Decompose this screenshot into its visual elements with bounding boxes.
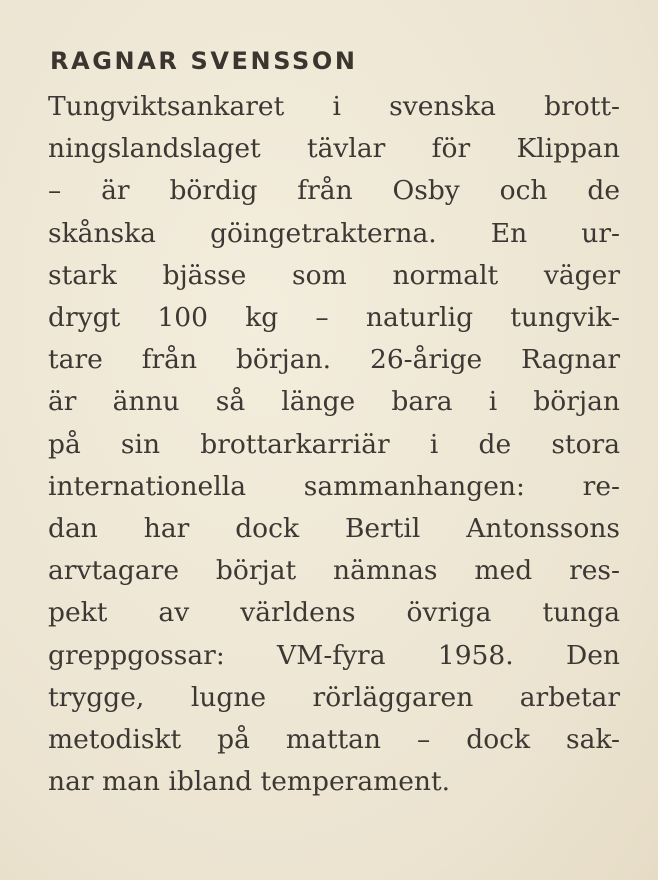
text-line: dan har dock Bertil Antonssons [48,513,620,545]
text-line: – är bördig från Osby och de [48,175,620,207]
text-line: arvtagare börjat nämnas med res- [48,555,620,587]
text-line-last: nar man ibland temperament. [48,766,451,798]
text-line: skånska göingetrakterna. En ur- [48,217,620,249]
text-line: metodiskt på mattan – dock sak- [48,724,620,756]
text-line: Tungviktsankaret i svenska brott- [48,91,620,122]
text-line: pekt av världens övriga tunga [48,597,620,629]
text-line: ningslandslaget tävlar för Klippan [48,133,620,165]
article-body [48,86,620,803]
article-heading: RAGNAR SVENSSON [50,47,358,75]
text-line: är ännu så länge bara i början [48,386,620,418]
text-line: på sin brottarkarriär i de stora [48,428,620,460]
text-line: drygt 100 kg – naturlig tungvik- [48,302,620,334]
text-line: greppgossar: VM-fyra 1958. Den [48,639,620,671]
text-line: stark bjässe som normalt väger [48,259,620,291]
text-line: tare från början. 26-årige Ragnar [48,344,620,376]
text-line: internationella sammanhangen: re- [48,470,620,502]
text-line: trygge, lugne rörläggaren arbetar [48,681,620,713]
